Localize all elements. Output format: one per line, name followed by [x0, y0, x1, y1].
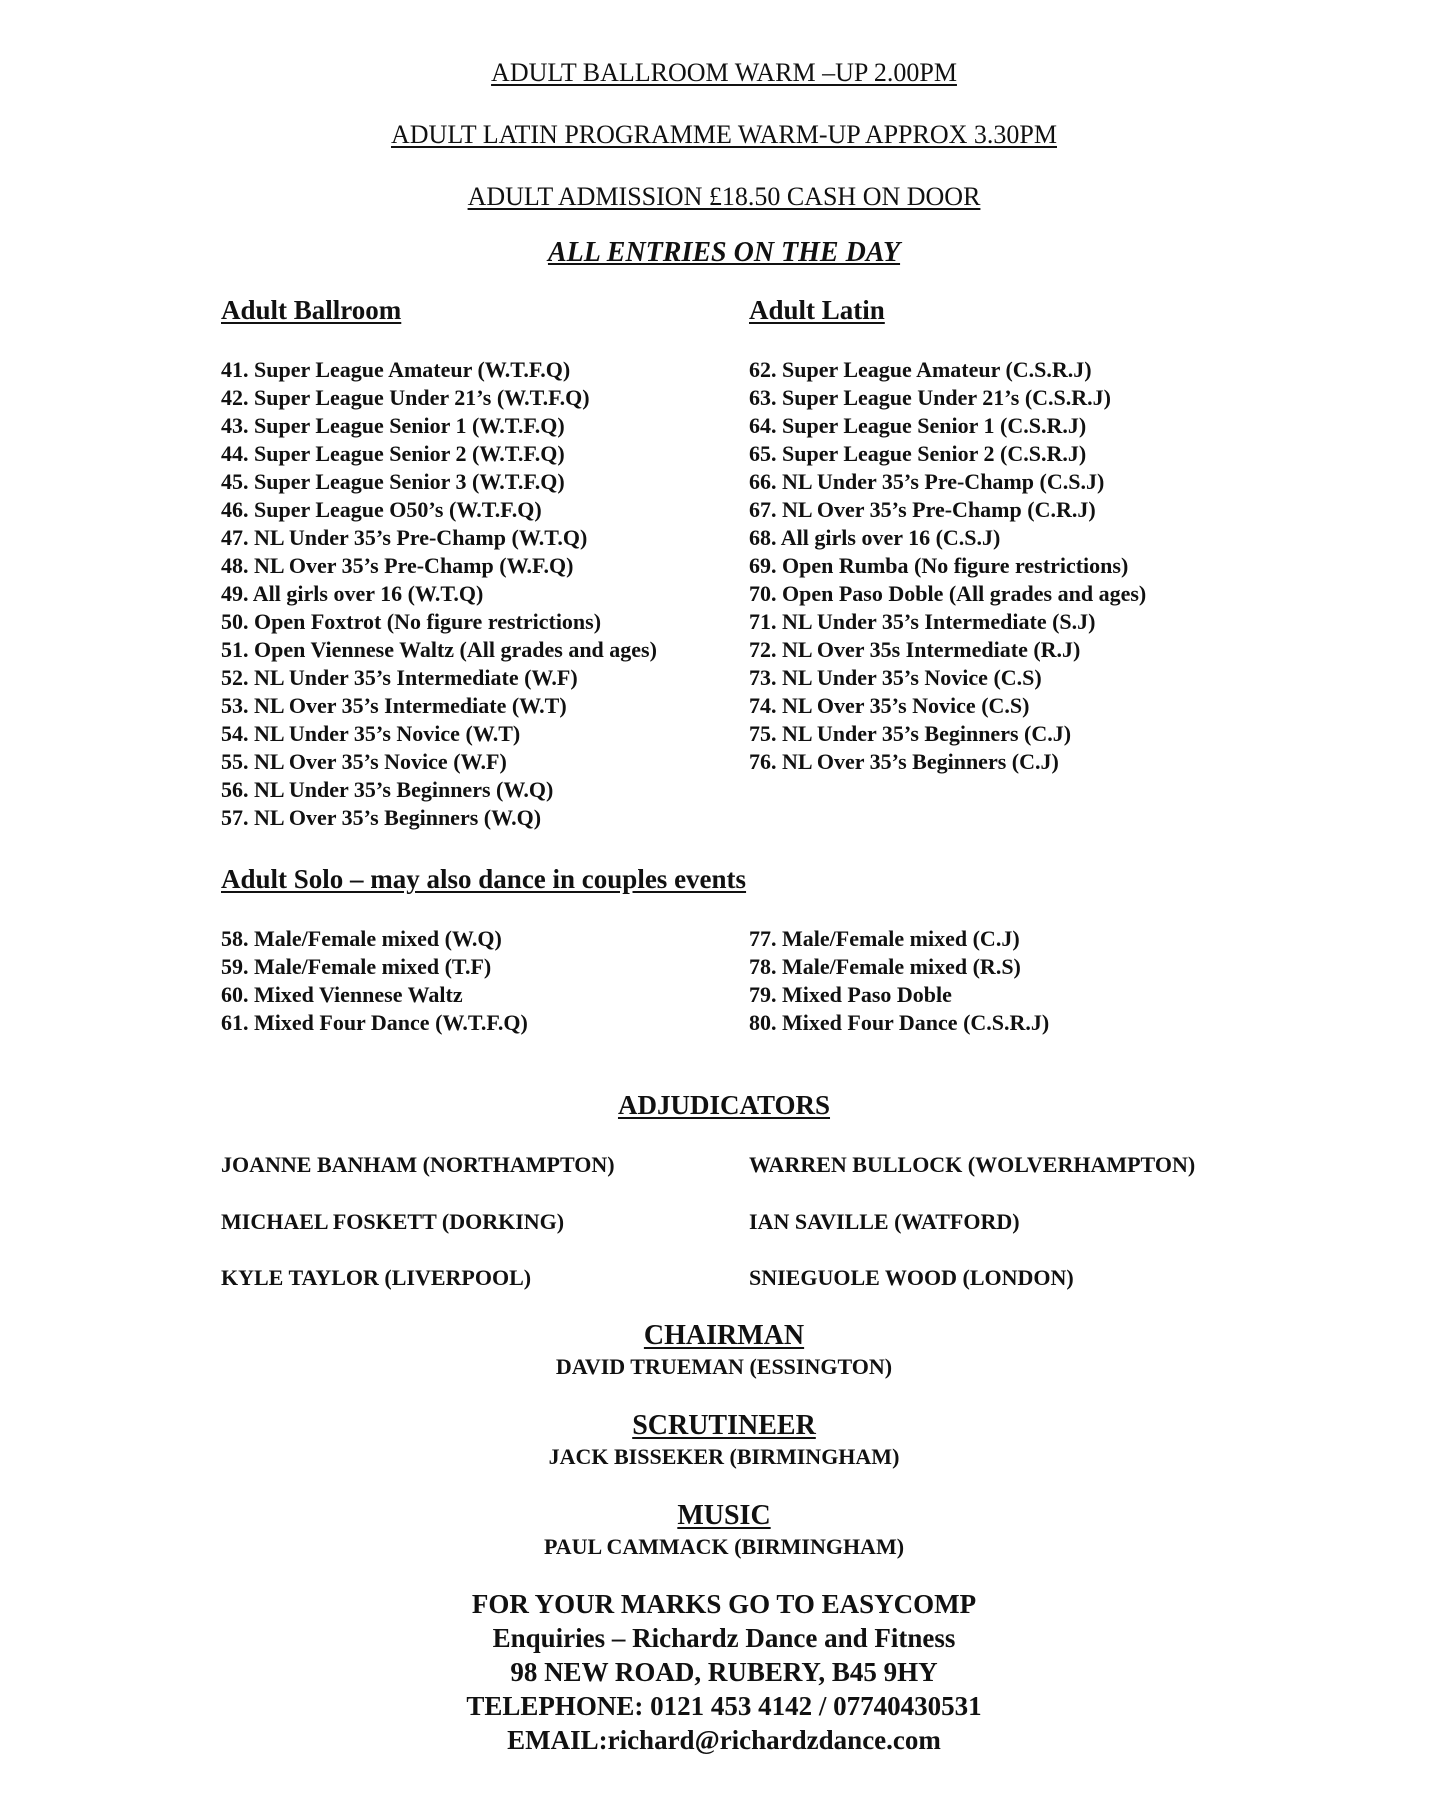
adjudicator-name: IAN SAVILLE (WATFORD) [749, 1209, 1020, 1234]
list-item: 48. NL Over 35’s Pre-Champ (W.F.Q) [221, 553, 574, 578]
list-item: 77. Male/Female mixed (C.J) [749, 926, 1020, 951]
list-item: 80. Mixed Four Dance (C.S.R.J) [749, 1010, 1050, 1035]
list-item: 64. Super League Senior 1 (C.S.R.J) [749, 413, 1087, 438]
adjudicators-heading: ADJUDICATORS [617, 1090, 831, 1120]
list-item: 55. NL Over 35’s Novice (W.F) [221, 749, 507, 774]
adjudicator-name: WARREN BULLOCK (WOLVERHAMPTON) [749, 1152, 1196, 1177]
list-item: 75. NL Under 35’s Beginners (C.J) [749, 721, 1072, 746]
list-item: 49. All girls over 16 (W.T.Q) [221, 581, 484, 606]
list-item: 69. Open Rumba (No figure restrictions) [749, 553, 1129, 578]
list-item: 60. Mixed Viennese Waltz [221, 982, 463, 1007]
list-item: 78. Male/Female mixed (R.S) [749, 954, 1021, 979]
music-heading: MUSIC [677, 1500, 771, 1531]
solo-heading: Adult Solo – may also dance in couples events [221, 864, 747, 894]
list-item: 62. Super League Amateur (C.S.R.J) [749, 357, 1092, 382]
list-item: 52. NL Under 35’s Intermediate (W.F) [221, 665, 578, 690]
list-item: 45. Super League Senior 3 (W.T.F.Q) [221, 469, 565, 494]
enquiries-line: Enquiries – Richardz Dance and Fitness [492, 1623, 956, 1653]
scrutineer-name: JACK BISSEKER (BIRMINGHAM) [548, 1444, 900, 1469]
list-item: 46. Super League O50’s (W.T.F.Q) [221, 497, 542, 522]
adjudicator-name: JOANNE BANHAM (NORTHAMPTON) [221, 1152, 615, 1177]
adjudicator-name: MICHAEL FOSKETT (DORKING) [221, 1209, 565, 1234]
list-item: 42. Super League Under 21’s (W.T.F.Q) [221, 385, 590, 410]
list-item: 51. Open Viennese Waltz (All grades and ages) [221, 637, 657, 662]
list-item: 65. Super League Senior 2 (C.S.R.J) [749, 441, 1087, 466]
adjudicator-name: SNIEGUOLE WOOD (LONDON) [749, 1265, 1074, 1290]
email-line: EMAIL:richard@richardzdance.com [507, 1725, 941, 1755]
list-item: 61. Mixed Four Dance (W.T.F.Q) [221, 1010, 528, 1035]
entries-notice: ALL ENTRIES ON THE DAY [547, 237, 901, 268]
marks-notice: FOR YOUR MARKS GO TO EASYCOMP [471, 1589, 977, 1619]
list-item: 66. NL Under 35’s Pre-Champ (C.S.J) [749, 469, 1105, 494]
list-item: 50. Open Foxtrot (No figure restrictions) [221, 609, 602, 634]
list-item: 79. Mixed Paso Doble [749, 982, 952, 1007]
latin-warmup-line: ADULT LATIN PROGRAMME WARM-UP APPROX 3.30PM [390, 120, 1057, 149]
list-item: 47. NL Under 35’s Pre-Champ (W.T.Q) [221, 525, 588, 550]
scrutineer-heading: SCRUTINEER [632, 1410, 816, 1441]
list-item: 73. NL Under 35’s Novice (C.S) [749, 665, 1042, 690]
solo-latin-list [749, 925, 1049, 1037]
list-item: 74. NL Over 35’s Novice (C.S) [749, 693, 1030, 718]
list-item: 70. Open Paso Doble (All grades and ages) [749, 581, 1147, 606]
ballroom-heading: Adult Ballroom [221, 295, 402, 325]
list-item: 76. NL Over 35’s Beginners (C.J) [749, 749, 1059, 774]
list-item: 53. NL Over 35’s Intermediate (W.T) [221, 693, 567, 718]
list-item: 72. NL Over 35s Intermediate (R.J) [749, 637, 1081, 662]
list-item: 67. NL Over 35’s Pre-Champ (C.R.J) [749, 497, 1096, 522]
list-item: 58. Male/Female mixed (W.Q) [221, 926, 502, 951]
ballroom-event-list [221, 356, 657, 832]
music-name: PAUL CAMMACK (BIRMINGHAM) [543, 1534, 905, 1559]
list-item: 54. NL Under 35’s Novice (W.T) [221, 721, 521, 746]
list-item: 56. NL Under 35’s Beginners (W.Q) [221, 777, 554, 802]
list-item: 63. Super League Under 21’s (C.S.R.J) [749, 385, 1112, 410]
list-item: 57. NL Over 35’s Beginners (W.Q) [221, 805, 542, 830]
list-item: 43. Super League Senior 1 (W.T.F.Q) [221, 413, 565, 438]
list-item: 41. Super League Amateur (W.T.F.Q) [221, 357, 571, 382]
chairman-heading: CHAIRMAN [643, 1320, 805, 1351]
adjudicator-name: KYLE TAYLOR (LIVERPOOL) [221, 1265, 532, 1290]
list-item: 59. Male/Female mixed (T.F) [221, 954, 492, 979]
address-line: 98 NEW ROAD, RUBERY, B45 9HY [510, 1657, 938, 1687]
list-item: 68. All girls over 16 (C.S.J) [749, 525, 1001, 550]
solo-ballroom-list [221, 925, 528, 1037]
latin-heading: Adult Latin [749, 295, 885, 325]
telephone-line: TELEPHONE: 0121 453 4142 / 07740430531 [466, 1691, 982, 1721]
admission-line: ADULT ADMISSION £18.50 CASH ON DOOR [467, 182, 981, 211]
list-item: 44. Super League Senior 2 (W.T.F.Q) [221, 441, 565, 466]
list-item: 71. NL Under 35’s Intermediate (S.J) [749, 609, 1096, 634]
latin-event-list [749, 356, 1146, 776]
ballroom-warmup-line: ADULT BALLROOM WARM –UP 2.00PM [491, 58, 957, 87]
chairman-name: DAVID TRUEMAN (ESSINGTON) [555, 1354, 893, 1379]
